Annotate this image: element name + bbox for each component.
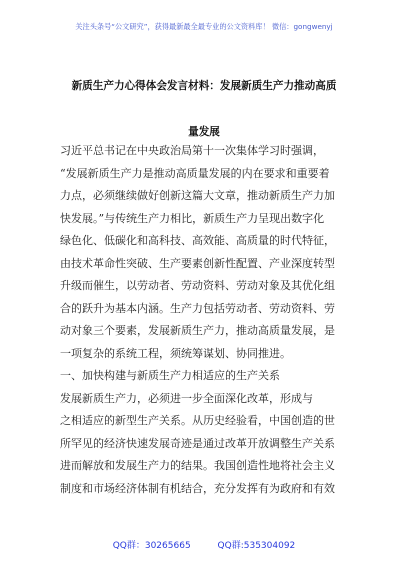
header-banner: 关注头条号“公文研究”，获得最新最全最专业的公文资料库！ 微信：gongwenyj [75,22,333,31]
body-line: 之相适应的新型生产关系。从历史经验看，中国创造的世 [60,414,335,427]
body-line: 快发展。”与传统生产力相比，新质生产力呈现出数字化 [60,211,325,225]
body-line: 动对象三个要素，发展新质生产力，推动高质量发展，是 [60,324,335,337]
body-line: 所罕见的经济快速发展奇迹是通过改革开放调整生产关系 [60,436,335,450]
body-line: “发展新质生产力是推动高质量发展的内在要求和重要着 [60,166,330,180]
body-line: 绿色化、低碳化和高科技、高效能、高质量的时代特征， [60,234,335,247]
document-title-line-1: 新质生产力心得体会发言材料：发展新质生产力推动高质 [71,80,337,92]
body-line: 由技术革命性突破、生产要素创新性配置、产业深度转型 [60,256,335,270]
body-line: 进而解放和发展生产力的结果。我国创造性地将社会主义 [60,459,335,472]
body-line: 发展新质生产力，必须进一步全面深化改革，形成与 [60,391,313,405]
body-line: 合的跃升为基本内涵。生产力包括劳动者、劳动资料、劳 [60,301,335,315]
body-line: 力点，必须继续做好创新这篇大文章，推动新质生产力加 [60,189,335,202]
body-line: 一项复杂的系统工程，须统筹谋划、协同推进。 [60,346,291,360]
body-line: 制度和市场经济体制有机结合，充分发挥有为政府和有效 [60,481,335,495]
body-line: 升级而催生，以劳动者、劳动资料、劳动对象及其优化组 [60,279,335,292]
body-line: 习近平总书记在中央政治局第十一次集体学习时强调， [60,144,324,157]
document-body [60,140,356,500]
footer-qq-group-2: QQ群:535304092 [217,541,296,551]
section-heading: 一、加快构建与新质生产力相适应的生产关系 [60,369,280,382]
footer-contact [0,538,408,551]
footer-qq-group-1: QQ群：30265665 [112,541,191,551]
document-title-line-2: 量发展 [188,126,220,138]
